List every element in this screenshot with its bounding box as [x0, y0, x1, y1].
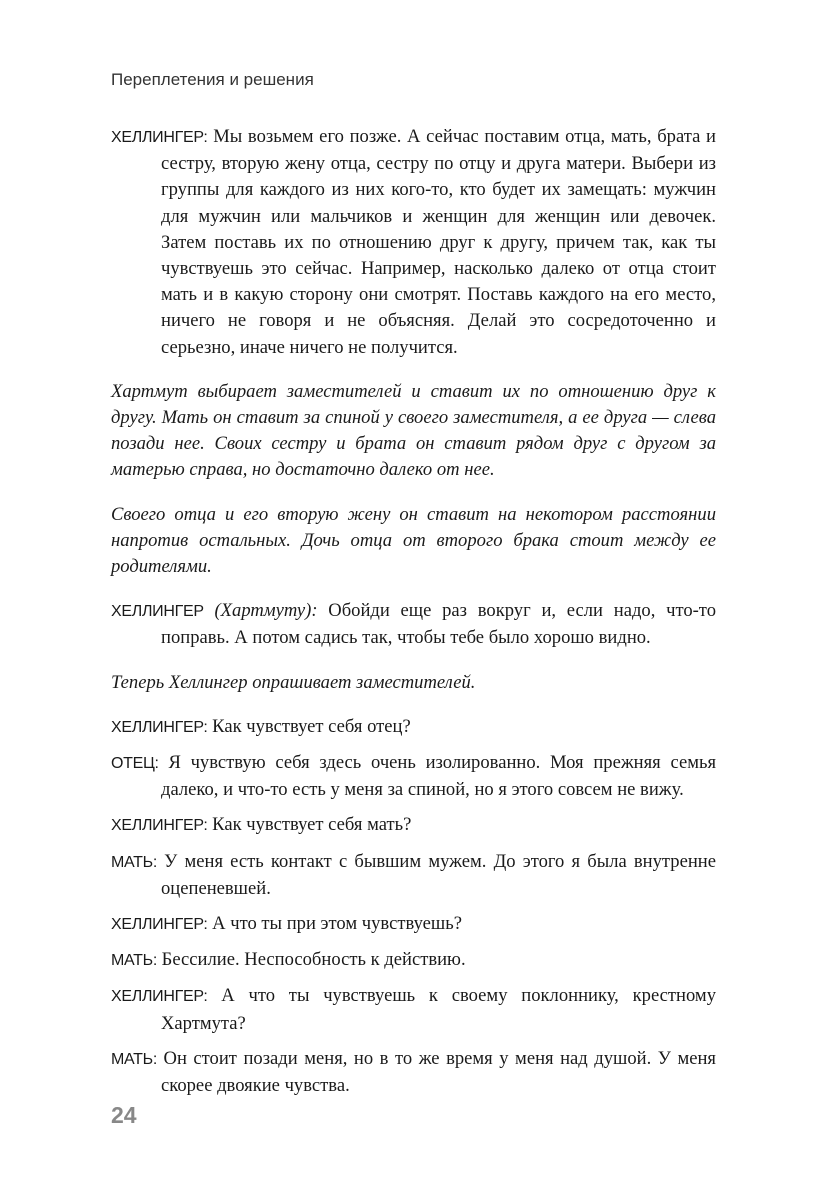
- line-text: Как чувствует себя мать?: [212, 814, 412, 836]
- dialogue-line: [111, 750, 716, 803]
- dialogue-line: [111, 124, 716, 361]
- page-number: 24: [111, 1102, 137, 1128]
- dialogue-line: [111, 598, 716, 651]
- line-text: Я чувствую себя здесь очень изолированно. Моя прежняя семья далеко, и что-то есть у меня за спиной, но я этого совсем не вижу.: [161, 752, 716, 801]
- line-text: А что ты при этом чувствуешь?: [212, 913, 462, 935]
- narration-paragraph: Своего отца и его вторую жену он ставит на некотором расстоянии напротив остальных. Дочь отца от второго брака стоит между ее родителями.: [111, 503, 716, 578]
- narration-paragraph: Хартмут выбирает заместителей и ставит их по отношению друг к другу. Мать он ставит за спиной у своего заместителя, а ее друга — слева позади нее. Своих сестру и брата он ставит рядом друг с другом за матерью справа, но достаточно далеко от нее.: [111, 380, 716, 481]
- line-text: А что ты чувствуешь к своему поклоннику, крестному Хартмута?: [161, 985, 716, 1034]
- speaker-label: ХЕЛЛИНГЕР:: [111, 718, 208, 736]
- dialogue-line: [111, 714, 716, 741]
- line-text: Мы возьмем его позже. А сейчас поставим отца, мать, брата и сестру, вторую жену отца, сестру по отцу и друга матери. Выбери из группы для каждого из них кого-то, кто будет их замещать: мужчин для мужчин или мальчиков и женщин для женщин или девочек. Затем поставь их по отношению друг к другу, причем так, как ты чувствуешь это сейчас. Например, насколько далеко от отца стоит мать и в какую сторону они смотрят. Поставь каждого на его место, ничего не говоря и не объясняя. Делай это сосредоточенно и серьезно, иначе ничего не получится.: [161, 126, 716, 358]
- speaker-label: МАТЬ:: [111, 952, 157, 970]
- narration-paragraph: Теперь Хеллингер опрашивает заместителей.: [111, 671, 476, 693]
- line-text: У меня есть контакт с бывшим мужем. До этого я была внутренне оцепеневшей.: [161, 850, 716, 899]
- stage-direction: (Хартмуту):: [214, 600, 318, 622]
- speaker-label: ХЕЛЛИНГЕР:: [111, 988, 208, 1006]
- speaker-label: МАТЬ:: [111, 853, 157, 871]
- page-body: [111, 124, 716, 1108]
- dialogue-line: [111, 1046, 716, 1099]
- dialogue-line: [111, 911, 716, 938]
- speaker-label: ОТЕЦ:: [111, 755, 159, 773]
- dialogue-line: [111, 812, 716, 839]
- speaker-label: ХЕЛЛИНГЕР: [111, 603, 204, 621]
- dialogue-line: [111, 947, 716, 974]
- line-text: Он стоит позади меня, но в то же время у меня над душой. У меня скорее двоякие чувства.: [161, 1047, 716, 1097]
- speaker-label: ХЕЛЛИНГЕР:: [111, 916, 208, 934]
- line-text: Как чувствует себя отец?: [212, 715, 411, 737]
- line-text: Бессилие. Неспособность к действию.: [161, 949, 466, 971]
- dialogue-line: [111, 849, 716, 902]
- speaker-label: МАТЬ:: [111, 1050, 157, 1068]
- dialogue-line: [111, 983, 716, 1036]
- speaker-label: ХЕЛЛИНГЕР:: [111, 129, 208, 146]
- speaker-label: ХЕЛЛИНГЕР:: [111, 817, 208, 835]
- line-text: Обойди еще раз вокруг и, если надо, что-то поправь. А потом садись так, чтобы тебе было хорошо видно.: [161, 600, 716, 649]
- running-title: Переплетения и решения: [111, 70, 314, 89]
